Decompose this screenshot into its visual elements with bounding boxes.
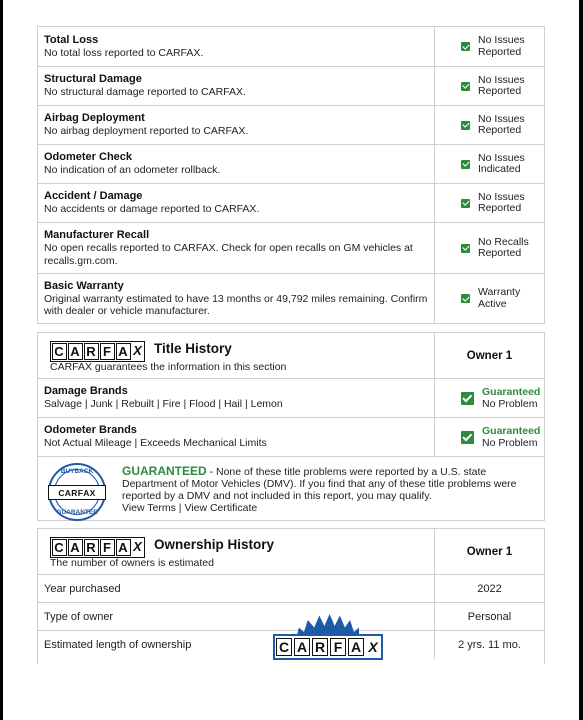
row-title: Manufacturer Recall <box>44 229 150 241</box>
table-row <box>38 274 544 323</box>
table-row <box>38 27 544 67</box>
status-label: No Issues Indicated <box>478 151 525 175</box>
title-history-card <box>37 332 545 521</box>
status-label: No Issues Reported <box>478 112 525 136</box>
status-label: Warranty Active <box>478 286 521 310</box>
guaranteed-heading: GUARANTEED <box>122 464 207 478</box>
status-label: No Problem <box>482 398 538 410</box>
report-page <box>3 0 579 720</box>
row-value: 2022 <box>477 582 502 595</box>
status-label: No Problem <box>482 437 538 449</box>
row-description: Not Actual Mileage | Exceeds Mechanical Limits <box>44 437 267 450</box>
row-value: 2 yrs. 11 mo. <box>458 639 521 651</box>
row-title: Accident / Damage <box>44 190 143 203</box>
row-title: Damage Brands <box>44 385 128 398</box>
guarantee-text: GUARANTEED - None of these title problems were reported by a U.S. state Department of Motor Vehicles (DMV). If you find that any of these title problems were reported by a DMV and not included in this report, you may qualify. View Terms | View Certificate <box>122 464 517 514</box>
row-title: Odometer Check <box>44 151 133 164</box>
row-description: No total loss reported to CARFAX. <box>44 46 204 59</box>
row-title: Basic Warranty <box>44 279 124 292</box>
carfax-one-owner-badge-icon: C A R F A X <box>273 614 385 674</box>
table-row <box>38 67 544 106</box>
status-label: No Recalls Reported <box>478 235 529 259</box>
row-description: No structural damage reported to CARFAX. <box>44 86 246 99</box>
table-row <box>38 379 544 418</box>
table-row <box>38 418 544 457</box>
history-checks-card <box>37 26 545 324</box>
page-bottom-margin <box>3 664 579 720</box>
carfax-logo: C A R F A X <box>50 537 145 558</box>
row-title: Odometer Brands <box>44 424 137 437</box>
row-description: Salvage | Junk | Rebuilt | Fire | Flood | Hail | Lemon <box>44 398 283 411</box>
row-description: No open recalls reported to CARFAX. Check for open recalls on GM vehicles at recalls.gm.com. <box>44 242 413 267</box>
row-label: Estimated length of ownership <box>44 639 192 651</box>
row-label: Year purchased <box>44 582 121 595</box>
check-icon <box>461 392 474 405</box>
check-icon <box>461 160 470 169</box>
section-subtitle: CARFAX guarantees the information in this section <box>50 361 287 373</box>
table-row <box>38 575 544 603</box>
row-label: Type of owner <box>44 610 114 623</box>
view-terms-link[interactable]: View Terms <box>122 502 176 514</box>
status-label: No Issues Reported <box>478 34 525 58</box>
table-row <box>38 106 544 145</box>
check-icon <box>461 82 470 91</box>
table-row <box>38 223 544 274</box>
owner-column-header: Owner 1 <box>466 349 513 362</box>
status-label: No Issues Reported <box>478 190 525 214</box>
row-value: Personal <box>467 610 512 623</box>
check-icon <box>461 294 470 303</box>
section-subtitle: The number of owners is estimated <box>50 557 214 569</box>
row-title: Structural Damage <box>44 73 142 86</box>
check-icon <box>461 431 474 444</box>
title-history-header <box>38 333 544 379</box>
row-description: No accidents or damage reported to CARFAX. <box>44 203 260 216</box>
section-title: Ownership History <box>154 537 275 552</box>
guaranteed-label: Guaranteed <box>482 386 541 398</box>
row-description: Original warranty estimated to have 13 months or 49,792 miles remaining. Confirm with dealer or vehicle manufacturer. <box>44 292 428 317</box>
check-icon <box>461 121 470 130</box>
check-icon <box>461 244 470 253</box>
section-title: Title History <box>154 341 232 356</box>
row-description: No airbag deployment reported to CARFAX. <box>44 125 249 138</box>
buyback-guarantee-seal-icon: BUYBACK C A R F A X GUARANTEE <box>48 463 106 521</box>
guarantee-row <box>38 457 544 520</box>
ownership-history-header <box>38 529 544 575</box>
table-row <box>38 184 544 223</box>
check-icon <box>461 199 470 208</box>
carfax-logo: C A R F A X <box>50 341 145 362</box>
row-title: Airbag Deployment <box>44 112 145 125</box>
owner-column-header: Owner 1 <box>466 545 513 558</box>
table-row <box>38 145 544 184</box>
check-icon <box>461 42 470 51</box>
row-description: No indication of an odometer rollback. <box>44 164 221 177</box>
guaranteed-label: Guaranteed <box>482 425 541 437</box>
view-certificate-link[interactable]: View Certificate <box>184 502 258 514</box>
row-title: Total Loss <box>44 33 99 46</box>
status-label: No Issues Reported <box>478 73 525 97</box>
